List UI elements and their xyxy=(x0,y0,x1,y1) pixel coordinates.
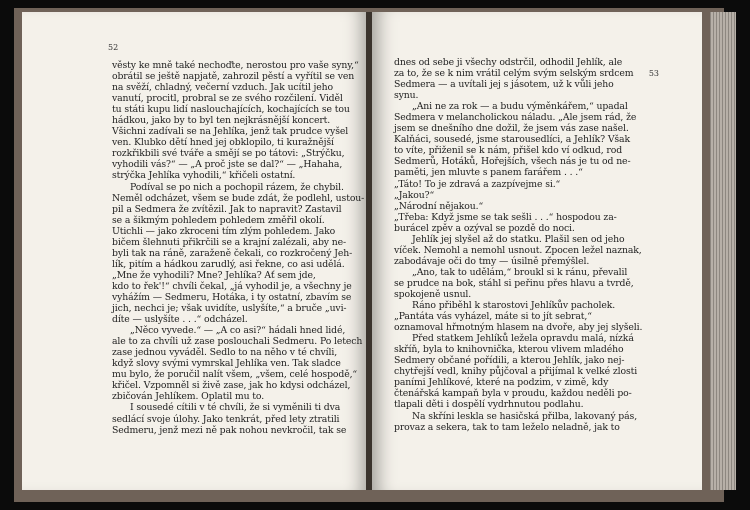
text-line: tlapali děti i dospělí vydrhnutou podlahu. xyxy=(394,399,584,411)
text-line: díte — uslyšíte . . .“ odcházel. xyxy=(112,314,248,326)
text-line: zase jednou vyváděl. Sedlo to na něho v té chvíli, xyxy=(112,347,338,359)
text-line: jsem se dnešního dne dožil, že jsem vás zase našel. xyxy=(394,123,629,135)
text-line: „Táto! To je zdravá a zazpívejme si.“ xyxy=(394,178,561,190)
text-line: „Ani ne za rok — a budu výměnkářem,“ upadal xyxy=(412,101,628,113)
text-line: I sousedé cítili v té chvíli, že si vyměnili ti dva xyxy=(130,402,341,414)
text-line: Sedmera v melancholickou náladu. „Ale jsem rád, že xyxy=(394,112,637,124)
text-line: vanutí, procitl, probral se ze svého rozčilení. Viděl xyxy=(112,93,343,105)
text-line: provaz a sekera, tak to tam leželo neladně, jak to xyxy=(394,421,620,433)
text-line: Před statkem Jehlíků ležela opravdu malá, nízká xyxy=(412,333,634,345)
text-line: „Ano, tak to udělám,“ broukl si k ránu, převalil xyxy=(412,266,628,278)
page-number: 52 xyxy=(108,43,119,52)
text-line: skříň, byla to knihovnička, kterou vlivem mladého xyxy=(394,344,624,356)
text-line: sedlácí svoje úlohy. Jako tenkrát, před lety ztratili xyxy=(112,413,340,425)
text-line: na svěží, chladný, večerní vzduch. Jak ucítil jeho xyxy=(112,82,334,94)
text-line: dnes od sebe ji všechy odstrčil, odhodil Jehlík, ale xyxy=(394,57,623,68)
text-line: Ráno přiběhl k starostovi Jehlíkův pacholek. xyxy=(412,300,616,312)
text-line: mu bylo, že poručil nalít všem, „všem, celé hospodě,“ xyxy=(112,369,358,381)
text-line: Sedmerů, Hotáků, Hořejších, všech nás je tu od ne- xyxy=(394,156,631,168)
text-line: se prudce na bok, stáhl si peřinu přes hlavu a tvrdě, xyxy=(394,277,634,289)
page-text xyxy=(112,60,364,436)
text-line: ven. Klubko dětí hned jej obklopilo, ti kuražnější xyxy=(112,137,334,149)
text-line: Neměl odcházet, všem se bude zdát, že podlehl, ustou- xyxy=(112,192,365,204)
page-number: 53 xyxy=(648,69,659,78)
text-line: „Mne že vyhodili? Mne? Jehlíka? Ať sem jde, xyxy=(112,269,316,281)
text-line: Sedmera — a uvítali jej s jásotem, už k vůli jeho xyxy=(394,79,614,91)
text-line: spokojeně usnul. xyxy=(394,288,472,300)
text-line: vyhážím — Sedmeru, Hotáka, i ty ostatní, zbavím se xyxy=(112,291,352,303)
text-line: oznamoval hřmotným hlasem na dvoře, aby jej slyšeli. xyxy=(394,322,643,334)
text-line: tu státi kupu lidí naslouchajících, kochajících se tou xyxy=(112,104,350,116)
text-line: se a šikmým pohledem pohledem změřil okolí. xyxy=(112,214,325,226)
text-line: obrátil se ještě napjatě, zahrozil pěstí a vyřítil se ven xyxy=(112,71,355,83)
page-edges xyxy=(710,12,736,490)
text-line: čtenářská kampaň byla v proudu, každou neděli po- xyxy=(394,388,632,400)
text-line: bičem šlehnuti přikrčili se a krajní zalézali, aby ne- xyxy=(112,236,347,248)
text-line: křičel. Vzpomněl si živě zase, jak ho kdysi odcházel, xyxy=(112,380,351,392)
text-line: Sedmeru, jenž mezi ně pak nohou nevkročil, tak se xyxy=(112,424,347,436)
text-line: zbičován Jehlíkem. Oplatil mu to. xyxy=(112,391,265,403)
text-line: to víte, přiženil se k nám, přišel kdo ví odkud, rod xyxy=(394,145,623,157)
text-line: burácel zpěv a ozýval se pozdě do noci. xyxy=(394,222,575,234)
text-line: paměti, jen mluvte s panem farářem . . .“ xyxy=(394,167,583,179)
text-line: synu. xyxy=(394,90,419,102)
text-line: paními Jehlíkové, které na podzim, v zimě, kdy xyxy=(394,377,609,389)
text-line: zabodávaje oči do tmy — úsilně přemýšlel. xyxy=(394,255,590,267)
text-line: jich, nechci je; však uvidíte, uslyšíte,“ a bruče „uvi- xyxy=(112,303,347,315)
text-line: „Národní nějakou.“ xyxy=(394,200,484,212)
right-page xyxy=(372,12,702,490)
text-line: „Jakou?“ xyxy=(394,189,435,201)
text-line: věsty ke mně také nechoďte, nerostou pro vaše syny,“ xyxy=(112,60,359,71)
text-line: Sedmery občané pořídili, a kterou Jehlík, jako nej- xyxy=(394,355,625,367)
text-line: rozkřikbili své tváře a smějí se po tátovi: „Strýčku, xyxy=(112,148,345,160)
text-line: Podíval se po nich a pochopil rázem, že chybil. xyxy=(130,181,344,193)
text-line: lík, pitím a hádkou zarudlý, asi řekne, co asi udělá. xyxy=(112,258,345,270)
text-line: kdo to řek'!“ chvíli čekal, „já vyhodil je, a všechny je xyxy=(112,280,352,292)
text-line: když slovy svými vymrskal Jehlíka ven. Tak sladce xyxy=(112,358,341,370)
left-page xyxy=(22,12,368,490)
text-line: hádkou, jako by to byl ten nejkrásnější koncert. xyxy=(112,115,331,127)
text-line: „Něco vyvede.“ — „A co asi?“ hádali hned lidé, xyxy=(130,325,346,337)
text-line: Utichli — jako zkroceni tím zlým pohledem. Jako xyxy=(112,225,336,237)
text-line: Všichni zadívali se na Jehlíka, jenž tak prudce vyšel xyxy=(112,126,349,138)
text-line: vyhodili vás?“ — „A proč jste se dal?“ — „Hahaha, xyxy=(112,159,343,171)
text-line: pil a Sedmera že zvítězil. Jak to napravit? Zastavil xyxy=(112,203,342,215)
text-line: „Třeba: Když jsme se tak sešli . . .“ hospodou za- xyxy=(394,211,617,223)
text-line: Jehlík jej slyšel až do statku. Plašil sen od jeho xyxy=(412,233,625,245)
text-line: chytřejší vedl, knihy půjčoval a přijímal k velké zlosti xyxy=(394,366,638,378)
text-line: ale to za chvíli už zase poslouchali Sedmeru. Po letech xyxy=(112,336,363,348)
text-line: strýčka Jehlíka vyhodili,“ křičeli ostatní. xyxy=(112,170,296,182)
text-line: Kalňáci, sousedé, jsme starousedlíci, a Jehlík? Však xyxy=(394,134,630,146)
text-line: víček. Nemohl a nemohl usnout. Zpocen ležel naznak, xyxy=(394,244,642,256)
text-line: „Pantáta vás vyházel, máte si to jít sebrat,“ xyxy=(394,311,592,323)
text-line: byli tak na ráně, zaraženě čekali, co rozkročený Jeh- xyxy=(112,247,353,259)
page-text xyxy=(394,57,642,433)
text-line: Na skříni leskla se hasičská přilba, lakovaný pás, xyxy=(412,410,638,422)
text-line: za to, že se k nim vrátil celým svým selským srdcem xyxy=(394,68,634,80)
